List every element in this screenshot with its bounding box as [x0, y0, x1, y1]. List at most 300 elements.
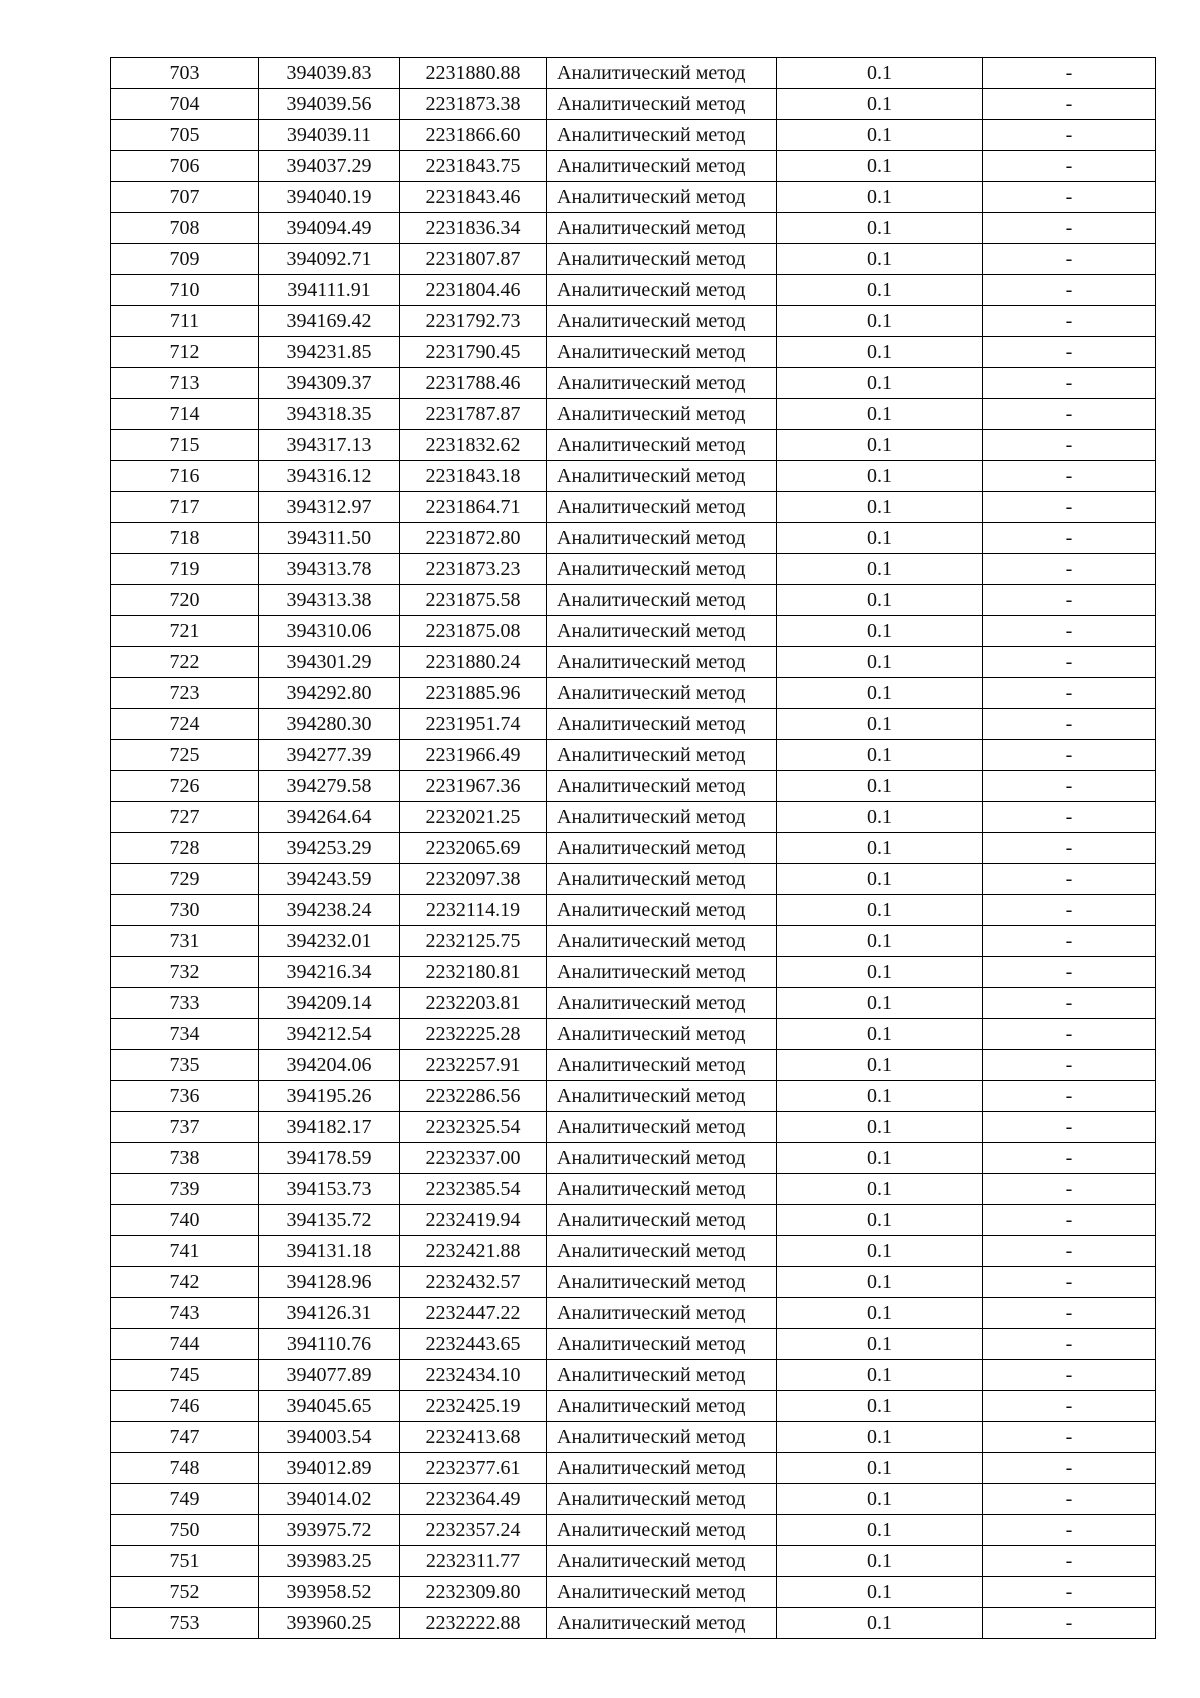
x-coordinate-cell: 394301.29 — [259, 647, 400, 678]
point-number-cell: 728 — [111, 833, 259, 864]
table-row — [111, 709, 1156, 740]
table-row — [111, 89, 1156, 120]
x-coordinate-cell: 394209.14 — [259, 988, 400, 1019]
table-row — [111, 957, 1156, 988]
note-cell: - — [983, 1577, 1156, 1608]
point-number-cell: 736 — [111, 1081, 259, 1112]
table-row — [111, 1608, 1156, 1639]
method-cell: Аналитический метод — [547, 771, 777, 802]
method-cell: Аналитический метод — [547, 678, 777, 709]
y-coordinate-cell: 2231832.62 — [400, 430, 547, 461]
y-coordinate-cell: 2231966.49 — [400, 740, 547, 771]
y-coordinate-cell: 2231875.08 — [400, 616, 547, 647]
point-number-cell: 721 — [111, 616, 259, 647]
y-coordinate-cell: 2232021.25 — [400, 802, 547, 833]
accuracy-cell: 0.1 — [777, 1360, 983, 1391]
method-cell: Аналитический метод — [547, 802, 777, 833]
x-coordinate-cell: 394128.96 — [259, 1267, 400, 1298]
table-row — [111, 1577, 1156, 1608]
accuracy-cell: 0.1 — [777, 1081, 983, 1112]
accuracy-cell: 0.1 — [777, 213, 983, 244]
point-number-cell: 703 — [111, 58, 259, 89]
method-cell: Аналитический метод — [547, 1050, 777, 1081]
x-coordinate-cell: 394204.06 — [259, 1050, 400, 1081]
table-row — [111, 368, 1156, 399]
point-number-cell: 743 — [111, 1298, 259, 1329]
table-row — [111, 461, 1156, 492]
table-row — [111, 1267, 1156, 1298]
note-cell: - — [983, 864, 1156, 895]
table-row — [111, 616, 1156, 647]
accuracy-cell: 0.1 — [777, 120, 983, 151]
method-cell: Аналитический метод — [547, 585, 777, 616]
note-cell: - — [983, 1484, 1156, 1515]
point-number-cell: 704 — [111, 89, 259, 120]
y-coordinate-cell: 2232114.19 — [400, 895, 547, 926]
table-row — [111, 1081, 1156, 1112]
note-cell: - — [983, 1391, 1156, 1422]
x-coordinate-cell: 394003.54 — [259, 1422, 400, 1453]
accuracy-cell: 0.1 — [777, 430, 983, 461]
point-number-cell: 706 — [111, 151, 259, 182]
point-number-cell: 726 — [111, 771, 259, 802]
y-coordinate-cell: 2231807.87 — [400, 244, 547, 275]
method-cell: Аналитический метод — [547, 275, 777, 306]
point-number-cell: 735 — [111, 1050, 259, 1081]
y-coordinate-cell: 2231843.18 — [400, 461, 547, 492]
note-cell: - — [983, 1081, 1156, 1112]
method-cell: Аналитический метод — [547, 1112, 777, 1143]
method-cell: Аналитический метод — [547, 182, 777, 213]
method-cell: Аналитический метод — [547, 58, 777, 89]
x-coordinate-cell: 393960.25 — [259, 1608, 400, 1639]
note-cell: - — [983, 585, 1156, 616]
point-number-cell: 732 — [111, 957, 259, 988]
method-cell: Аналитический метод — [547, 213, 777, 244]
x-coordinate-cell: 394195.26 — [259, 1081, 400, 1112]
y-coordinate-cell: 2231843.46 — [400, 182, 547, 213]
table-row — [111, 1205, 1156, 1236]
method-cell: Аналитический метод — [547, 1422, 777, 1453]
x-coordinate-cell: 394111.91 — [259, 275, 400, 306]
note-cell: - — [983, 1515, 1156, 1546]
point-number-cell: 714 — [111, 399, 259, 430]
point-number-cell: 747 — [111, 1422, 259, 1453]
table-row — [111, 151, 1156, 182]
table-row — [111, 244, 1156, 275]
point-number-cell: 718 — [111, 523, 259, 554]
x-coordinate-cell: 394037.29 — [259, 151, 400, 182]
x-coordinate-cell: 394182.17 — [259, 1112, 400, 1143]
x-coordinate-cell: 394012.89 — [259, 1453, 400, 1484]
x-coordinate-cell: 394232.01 — [259, 926, 400, 957]
point-number-cell: 725 — [111, 740, 259, 771]
method-cell: Аналитический метод — [547, 709, 777, 740]
y-coordinate-cell: 2232421.88 — [400, 1236, 547, 1267]
y-coordinate-cell: 2232125.75 — [400, 926, 547, 957]
method-cell: Аналитический метод — [547, 1019, 777, 1050]
note-cell: - — [983, 244, 1156, 275]
note-cell: - — [983, 1608, 1156, 1639]
method-cell: Аналитический метод — [547, 1515, 777, 1546]
note-cell: - — [983, 58, 1156, 89]
y-coordinate-cell: 2232385.54 — [400, 1174, 547, 1205]
accuracy-cell: 0.1 — [777, 368, 983, 399]
table-row — [111, 1484, 1156, 1515]
table-row — [111, 1329, 1156, 1360]
method-cell: Аналитический метод — [547, 430, 777, 461]
method-cell: Аналитический метод — [547, 461, 777, 492]
x-coordinate-cell: 394092.71 — [259, 244, 400, 275]
x-coordinate-cell: 394309.37 — [259, 368, 400, 399]
table-row — [111, 771, 1156, 802]
x-coordinate-cell: 394318.35 — [259, 399, 400, 430]
x-coordinate-cell: 394014.02 — [259, 1484, 400, 1515]
x-coordinate-cell: 394077.89 — [259, 1360, 400, 1391]
method-cell: Аналитический метод — [547, 1546, 777, 1577]
x-coordinate-cell: 394039.56 — [259, 89, 400, 120]
point-number-cell: 724 — [111, 709, 259, 740]
point-number-cell: 715 — [111, 430, 259, 461]
point-number-cell: 752 — [111, 1577, 259, 1608]
accuracy-cell: 0.1 — [777, 523, 983, 554]
accuracy-cell: 0.1 — [777, 864, 983, 895]
table-row — [111, 1453, 1156, 1484]
accuracy-cell: 0.1 — [777, 616, 983, 647]
x-coordinate-cell: 394243.59 — [259, 864, 400, 895]
y-coordinate-cell: 2231873.38 — [400, 89, 547, 120]
x-coordinate-cell: 394264.64 — [259, 802, 400, 833]
note-cell: - — [983, 461, 1156, 492]
x-coordinate-cell: 394313.38 — [259, 585, 400, 616]
y-coordinate-cell: 2231875.58 — [400, 585, 547, 616]
y-coordinate-cell: 2232364.49 — [400, 1484, 547, 1515]
table-row — [111, 1112, 1156, 1143]
table-row — [111, 58, 1156, 89]
table-row — [111, 120, 1156, 151]
y-coordinate-cell: 2231843.75 — [400, 151, 547, 182]
method-cell: Аналитический метод — [547, 926, 777, 957]
point-number-cell: 745 — [111, 1360, 259, 1391]
table-row — [111, 399, 1156, 430]
method-cell: Аналитический метод — [547, 151, 777, 182]
y-coordinate-cell: 2231864.71 — [400, 492, 547, 523]
note-cell: - — [983, 771, 1156, 802]
accuracy-cell: 0.1 — [777, 926, 983, 957]
accuracy-cell: 0.1 — [777, 337, 983, 368]
table-row — [111, 740, 1156, 771]
accuracy-cell: 0.1 — [777, 554, 983, 585]
x-coordinate-cell: 394039.83 — [259, 58, 400, 89]
x-coordinate-cell: 393958.52 — [259, 1577, 400, 1608]
note-cell: - — [983, 1050, 1156, 1081]
point-number-cell: 734 — [111, 1019, 259, 1050]
accuracy-cell: 0.1 — [777, 1050, 983, 1081]
accuracy-cell: 0.1 — [777, 461, 983, 492]
point-number-cell: 748 — [111, 1453, 259, 1484]
note-cell: - — [983, 492, 1156, 523]
point-number-cell: 709 — [111, 244, 259, 275]
x-coordinate-cell: 394110.76 — [259, 1329, 400, 1360]
x-coordinate-cell: 394040.19 — [259, 182, 400, 213]
x-coordinate-cell: 394178.59 — [259, 1143, 400, 1174]
table-row — [111, 182, 1156, 213]
point-number-cell: 733 — [111, 988, 259, 1019]
point-number-cell: 730 — [111, 895, 259, 926]
table-row — [111, 585, 1156, 616]
note-cell: - — [983, 1143, 1156, 1174]
method-cell: Аналитический метод — [547, 957, 777, 988]
x-coordinate-cell: 394135.72 — [259, 1205, 400, 1236]
accuracy-cell: 0.1 — [777, 1453, 983, 1484]
y-coordinate-cell: 2232286.56 — [400, 1081, 547, 1112]
x-coordinate-cell: 394039.11 — [259, 120, 400, 151]
table-row — [111, 1422, 1156, 1453]
x-coordinate-cell: 394094.49 — [259, 213, 400, 244]
x-coordinate-cell: 394169.42 — [259, 306, 400, 337]
x-coordinate-cell: 394277.39 — [259, 740, 400, 771]
note-cell: - — [983, 1112, 1156, 1143]
accuracy-cell: 0.1 — [777, 1267, 983, 1298]
x-coordinate-cell: 393983.25 — [259, 1546, 400, 1577]
note-cell: - — [983, 182, 1156, 213]
accuracy-cell: 0.1 — [777, 1546, 983, 1577]
point-number-cell: 737 — [111, 1112, 259, 1143]
y-coordinate-cell: 2232413.68 — [400, 1422, 547, 1453]
note-cell: - — [983, 616, 1156, 647]
table-row — [111, 306, 1156, 337]
note-cell: - — [983, 1236, 1156, 1267]
method-cell: Аналитический метод — [547, 523, 777, 554]
accuracy-cell: 0.1 — [777, 275, 983, 306]
accuracy-cell: 0.1 — [777, 182, 983, 213]
method-cell: Аналитический метод — [547, 864, 777, 895]
table-row — [111, 554, 1156, 585]
table-row — [111, 988, 1156, 1019]
note-cell: - — [983, 399, 1156, 430]
x-coordinate-cell: 394216.34 — [259, 957, 400, 988]
note-cell: - — [983, 1422, 1156, 1453]
y-coordinate-cell: 2232222.88 — [400, 1608, 547, 1639]
accuracy-cell: 0.1 — [777, 1236, 983, 1267]
y-coordinate-cell: 2232311.77 — [400, 1546, 547, 1577]
note-cell: - — [983, 988, 1156, 1019]
note-cell: - — [983, 740, 1156, 771]
accuracy-cell: 0.1 — [777, 89, 983, 120]
x-coordinate-cell: 394231.85 — [259, 337, 400, 368]
y-coordinate-cell: 2232377.61 — [400, 1453, 547, 1484]
method-cell: Аналитический метод — [547, 492, 777, 523]
method-cell: Аналитический метод — [547, 244, 777, 275]
table-row — [111, 430, 1156, 461]
method-cell: Аналитический метод — [547, 89, 777, 120]
point-number-cell: 707 — [111, 182, 259, 213]
x-coordinate-cell: 394253.29 — [259, 833, 400, 864]
accuracy-cell: 0.1 — [777, 585, 983, 616]
method-cell: Аналитический метод — [547, 647, 777, 678]
y-coordinate-cell: 2232425.19 — [400, 1391, 547, 1422]
table-row — [111, 1143, 1156, 1174]
accuracy-cell: 0.1 — [777, 492, 983, 523]
accuracy-cell: 0.1 — [777, 647, 983, 678]
table-row — [111, 337, 1156, 368]
point-number-cell: 712 — [111, 337, 259, 368]
accuracy-cell: 0.1 — [777, 58, 983, 89]
note-cell: - — [983, 337, 1156, 368]
y-coordinate-cell: 2231880.24 — [400, 647, 547, 678]
point-number-cell: 719 — [111, 554, 259, 585]
method-cell: Аналитический метод — [547, 1174, 777, 1205]
table-row — [111, 1360, 1156, 1391]
y-coordinate-cell: 2231788.46 — [400, 368, 547, 399]
point-number-cell: 746 — [111, 1391, 259, 1422]
note-cell: - — [983, 213, 1156, 244]
x-coordinate-cell: 394238.24 — [259, 895, 400, 926]
point-number-cell: 749 — [111, 1484, 259, 1515]
x-coordinate-cell: 394316.12 — [259, 461, 400, 492]
table-row — [111, 864, 1156, 895]
table-row — [111, 802, 1156, 833]
point-number-cell: 723 — [111, 678, 259, 709]
x-coordinate-cell: 394313.78 — [259, 554, 400, 585]
point-number-cell: 751 — [111, 1546, 259, 1577]
note-cell: - — [983, 554, 1156, 585]
point-number-cell: 708 — [111, 213, 259, 244]
y-coordinate-cell: 2231866.60 — [400, 120, 547, 151]
point-number-cell: 731 — [111, 926, 259, 957]
table-row — [111, 1050, 1156, 1081]
table-row — [111, 523, 1156, 554]
y-coordinate-cell: 2232309.80 — [400, 1577, 547, 1608]
point-number-cell: 744 — [111, 1329, 259, 1360]
accuracy-cell: 0.1 — [777, 306, 983, 337]
point-number-cell: 742 — [111, 1267, 259, 1298]
method-cell: Аналитический метод — [547, 554, 777, 585]
point-number-cell: 727 — [111, 802, 259, 833]
method-cell: Аналитический метод — [547, 833, 777, 864]
note-cell: - — [983, 957, 1156, 988]
note-cell: - — [983, 368, 1156, 399]
x-coordinate-cell: 394317.13 — [259, 430, 400, 461]
accuracy-cell: 0.1 — [777, 1143, 983, 1174]
note-cell: - — [983, 306, 1156, 337]
point-number-cell: 729 — [111, 864, 259, 895]
note-cell: - — [983, 1546, 1156, 1577]
method-cell: Аналитический метод — [547, 306, 777, 337]
accuracy-cell: 0.1 — [777, 1205, 983, 1236]
x-coordinate-cell: 394153.73 — [259, 1174, 400, 1205]
y-coordinate-cell: 2232419.94 — [400, 1205, 547, 1236]
note-cell: - — [983, 1205, 1156, 1236]
y-coordinate-cell: 2231880.88 — [400, 58, 547, 89]
x-coordinate-cell: 394126.31 — [259, 1298, 400, 1329]
table-row — [111, 1546, 1156, 1577]
table-row — [111, 1236, 1156, 1267]
y-coordinate-cell: 2232097.38 — [400, 864, 547, 895]
accuracy-cell: 0.1 — [777, 1329, 983, 1360]
accuracy-cell: 0.1 — [777, 1484, 983, 1515]
note-cell: - — [983, 802, 1156, 833]
table-row — [111, 492, 1156, 523]
note-cell: - — [983, 120, 1156, 151]
accuracy-cell: 0.1 — [777, 833, 983, 864]
point-number-cell: 741 — [111, 1236, 259, 1267]
y-coordinate-cell: 2231951.74 — [400, 709, 547, 740]
accuracy-cell: 0.1 — [777, 988, 983, 1019]
method-cell: Аналитический метод — [547, 1329, 777, 1360]
point-number-cell: 710 — [111, 275, 259, 306]
x-coordinate-cell: 394310.06 — [259, 616, 400, 647]
table-row — [111, 1298, 1156, 1329]
point-number-cell: 750 — [111, 1515, 259, 1546]
point-number-cell: 739 — [111, 1174, 259, 1205]
table-row — [111, 1019, 1156, 1050]
accuracy-cell: 0.1 — [777, 244, 983, 275]
note-cell: - — [983, 1329, 1156, 1360]
y-coordinate-cell: 2231967.36 — [400, 771, 547, 802]
method-cell: Аналитический метод — [547, 1267, 777, 1298]
note-cell: - — [983, 678, 1156, 709]
method-cell: Аналитический метод — [547, 1081, 777, 1112]
method-cell: Аналитический метод — [547, 895, 777, 926]
note-cell: - — [983, 895, 1156, 926]
accuracy-cell: 0.1 — [777, 151, 983, 182]
y-coordinate-cell: 2231872.80 — [400, 523, 547, 554]
y-coordinate-cell: 2232180.81 — [400, 957, 547, 988]
accuracy-cell: 0.1 — [777, 1298, 983, 1329]
y-coordinate-cell: 2232447.22 — [400, 1298, 547, 1329]
point-number-cell: 738 — [111, 1143, 259, 1174]
table-row — [111, 1391, 1156, 1422]
table-row — [111, 926, 1156, 957]
y-coordinate-cell: 2232432.57 — [400, 1267, 547, 1298]
accuracy-cell: 0.1 — [777, 1577, 983, 1608]
method-cell: Аналитический метод — [547, 1608, 777, 1639]
method-cell: Аналитический метод — [547, 399, 777, 430]
x-coordinate-cell: 394045.65 — [259, 1391, 400, 1422]
x-coordinate-cell: 394212.54 — [259, 1019, 400, 1050]
accuracy-cell: 0.1 — [777, 678, 983, 709]
y-coordinate-cell: 2232065.69 — [400, 833, 547, 864]
note-cell: - — [983, 1174, 1156, 1205]
method-cell: Аналитический метод — [547, 368, 777, 399]
point-number-cell: 740 — [111, 1205, 259, 1236]
x-coordinate-cell: 394280.30 — [259, 709, 400, 740]
table-row — [111, 1174, 1156, 1205]
x-coordinate-cell: 394131.18 — [259, 1236, 400, 1267]
method-cell: Аналитический метод — [547, 1484, 777, 1515]
accuracy-cell: 0.1 — [777, 1515, 983, 1546]
y-coordinate-cell: 2231885.96 — [400, 678, 547, 709]
note-cell: - — [983, 1019, 1156, 1050]
accuracy-cell: 0.1 — [777, 957, 983, 988]
method-cell: Аналитический метод — [547, 1360, 777, 1391]
note-cell: - — [983, 1267, 1156, 1298]
accuracy-cell: 0.1 — [777, 895, 983, 926]
table-row — [111, 833, 1156, 864]
note-cell: - — [983, 1453, 1156, 1484]
x-coordinate-cell: 394279.58 — [259, 771, 400, 802]
table-row — [111, 213, 1156, 244]
point-number-cell: 711 — [111, 306, 259, 337]
accuracy-cell: 0.1 — [777, 709, 983, 740]
x-coordinate-cell: 394292.80 — [259, 678, 400, 709]
y-coordinate-cell: 2231790.45 — [400, 337, 547, 368]
method-cell: Аналитический метод — [547, 988, 777, 1019]
y-coordinate-cell: 2232337.00 — [400, 1143, 547, 1174]
accuracy-cell: 0.1 — [777, 1174, 983, 1205]
note-cell: - — [983, 833, 1156, 864]
